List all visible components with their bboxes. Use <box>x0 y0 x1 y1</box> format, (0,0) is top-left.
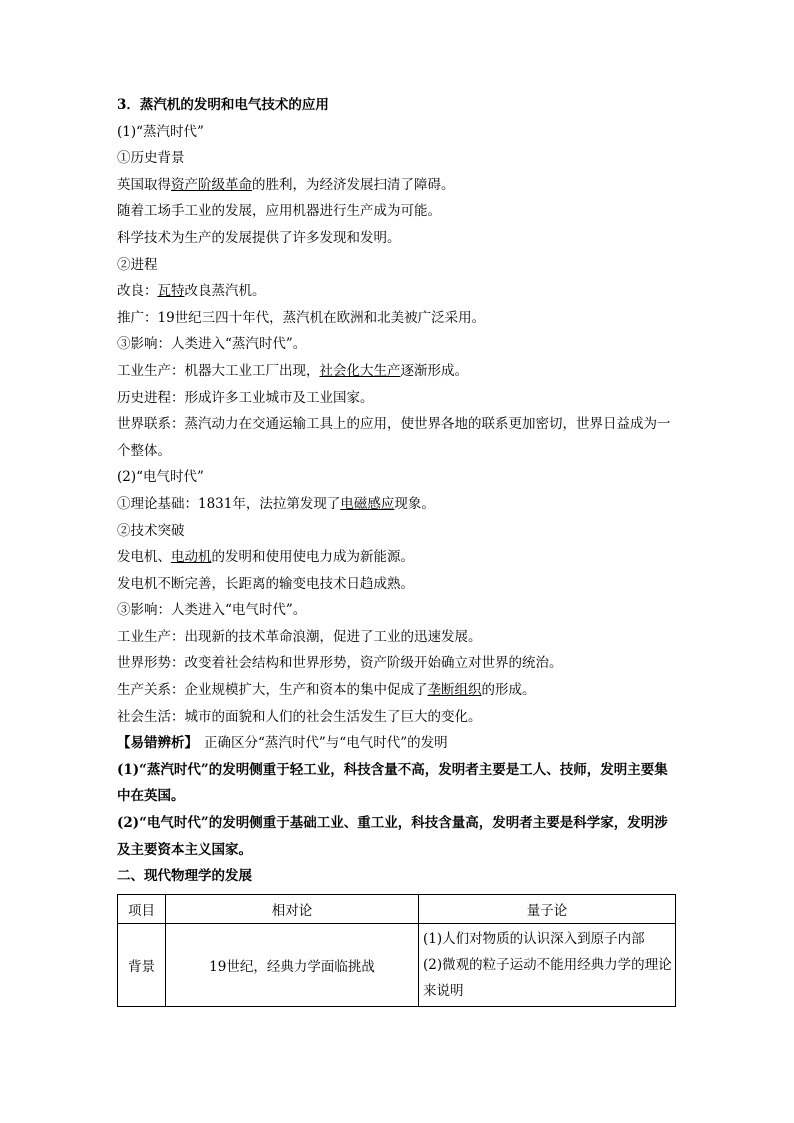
steam-age-heading: (1)“蒸汽时代” <box>117 123 204 140</box>
quantum-point-2: (2)微观的粒子运动不能用经典力学的理论来说明 <box>423 956 672 999</box>
process-line-1 <box>117 278 677 305</box>
underlined-term: 社会化大生产 <box>319 362 401 379</box>
header-quantum: 量子论 <box>419 894 676 923</box>
electric-impact-1: 工业生产：出现新的技术革命浪潮，促进了工业的迅速发展。 <box>117 628 482 645</box>
text: 逐渐形成。 <box>400 362 468 379</box>
text: 改良蒸汽机。 <box>184 283 266 300</box>
analysis-paragraph-2: (2)“电气时代”的发明侧重于基础工业、重工业，科技含量高，发明者主要是科学家，发明涉及主要资本主义国家。 <box>117 815 668 858</box>
text: ①理论基础：1831年，法拉第发现了 <box>117 495 341 512</box>
electric-impact-3 <box>117 677 677 704</box>
theory-line <box>117 491 677 518</box>
section-3-title: 3．蒸汽机的发明和电气技术的应用 <box>117 97 329 113</box>
text: 的发明和使用使电力成为新能源。 <box>211 549 414 566</box>
process-heading: ②进程 <box>117 256 158 273</box>
electric-impact-2: 世界形势：改变着社会结构和世界形势，资产阶级开始确立对世界的统治。 <box>117 655 563 672</box>
header-relativity: 相对论 <box>166 894 419 923</box>
analysis-title: 正确区分“蒸汽时代”与“电气时代”的发明 <box>204 735 448 752</box>
background-line-1 <box>117 172 677 199</box>
relativity-background: 19世纪，经典力学面临挑战 <box>166 923 419 1006</box>
text: 的胜利，为经济发展扫清了障碍。 <box>252 176 455 193</box>
quantum-background <box>419 923 676 1006</box>
quantum-point-1: (1)人们对物质的认识深入到原子内部 <box>423 930 645 947</box>
process-line-2: 推广：19世纪三四十年代，蒸汽机在欧洲和北美被广泛采用。 <box>117 309 486 326</box>
text: 现象。 <box>394 495 435 512</box>
underlined-term: 瓦特 <box>157 283 185 300</box>
background-line-3: 科学技术为生产的发展提供了许多发现和发明。 <box>117 229 401 246</box>
background-heading: ①历史背景 <box>117 150 185 167</box>
underlined-term: 电动机 <box>171 549 212 566</box>
electric-impact-4: 社会生活：城市的面貌和人们的社会生活发生了巨大的变化。 <box>117 708 482 725</box>
comparison-table <box>117 894 676 1007</box>
impact-line-2: 历史进程：形成许多工业城市及工业国家。 <box>117 389 374 406</box>
tech-heading: ②技术突破 <box>117 522 185 539</box>
document-page <box>117 92 677 1007</box>
electric-age-heading: (2)“电气时代” <box>117 469 204 486</box>
analysis-paragraph-1: (1)“蒸汽时代”的发明侧重于轻工业，科技含量不高，发明者主要是工人、技师，发明主要集中在英国。 <box>117 761 668 805</box>
text: 英国取得 <box>117 176 171 193</box>
underlined-term: 资产阶级革命 <box>171 176 252 193</box>
underlined-term: 电磁感应 <box>340 495 395 512</box>
underlined-term: 垄断组织 <box>427 682 482 699</box>
header-item: 项目 <box>118 894 166 923</box>
tech-line-2: 发电机不断完善，长距离的输变电技术日趋成熟。 <box>117 575 414 592</box>
section-2-title: 二、现代物理学的发展 <box>117 868 252 885</box>
impact-line-3: 世界联系：蒸汽动力在交通运输工具上的应用，使世界各地的联系更加密切，世界日益成为一个整体。 <box>117 416 671 459</box>
steam-impact-heading: ③影响：人类进入“蒸汽时代”。 <box>117 336 307 353</box>
text: 改良： <box>117 283 158 300</box>
text: 的形成。 <box>481 682 536 699</box>
text: 发电机、 <box>117 549 171 566</box>
analysis-label: 【易错辨析】 <box>117 735 198 752</box>
electric-impact-heading: ③影响：人类进入“电气时代”。 <box>117 602 307 619</box>
background-line-2: 随着工场手工业的发展，应用机器进行生产成为可能。 <box>117 203 441 220</box>
table-header-row <box>118 894 676 923</box>
analysis-heading <box>117 730 677 757</box>
impact-line-1 <box>117 358 677 385</box>
row-label-background: 背景 <box>118 923 166 1006</box>
tech-line-1 <box>117 544 677 571</box>
text: 工业生产：机器大工业工厂出现， <box>117 362 320 379</box>
table-row <box>118 923 676 1006</box>
text: 生产关系：企业规模扩大，生产和资本的集中促成了 <box>117 682 428 699</box>
